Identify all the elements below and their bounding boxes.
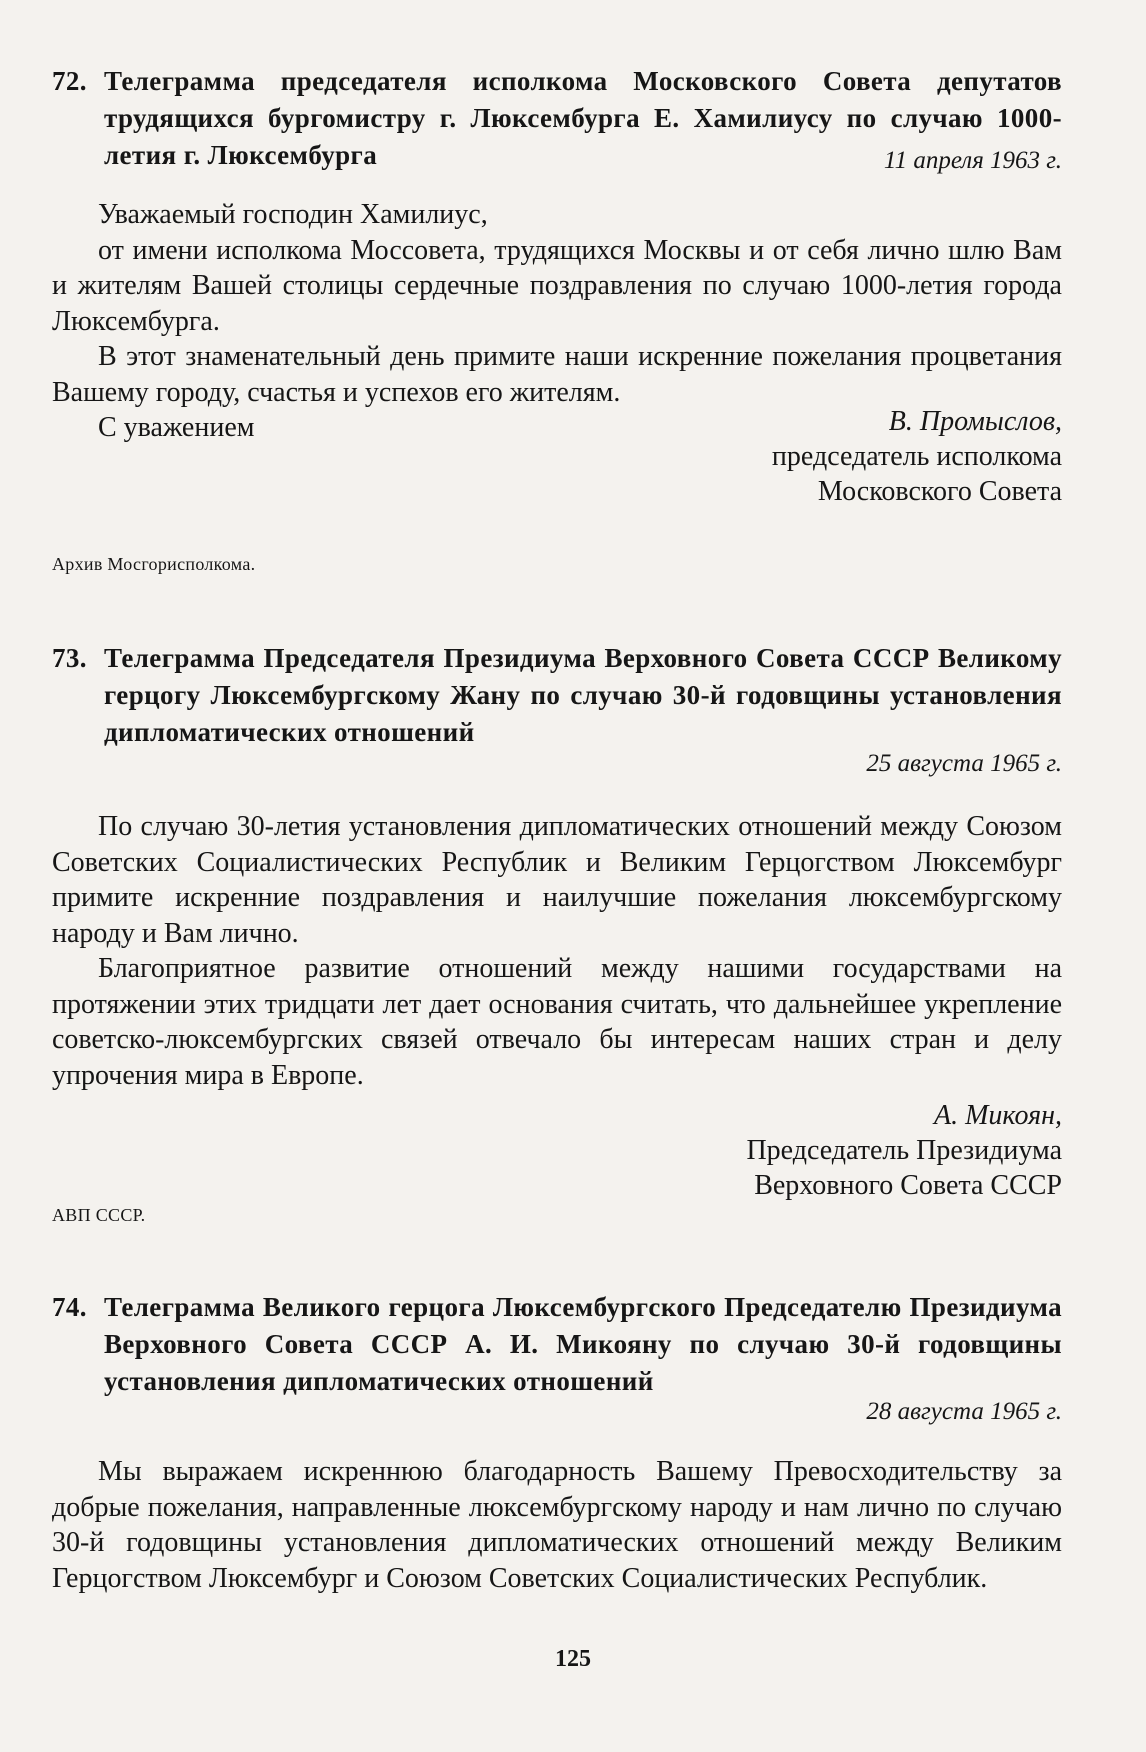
doc73-archive: АВП СССР. (52, 1205, 146, 1225)
doc73-signature-title-1: Председатель Президиума (746, 1135, 1062, 1166)
doc73-title: Телеграмма Председателя Президиума Верховного Совета СССР Великому герцогу Люксембургскому Жану по случаю 30-й годовщины установления дипломатических отношений (104, 643, 1062, 747)
doc72-closing: С уважением (98, 412, 255, 443)
doc74-heading (52, 1289, 1062, 1400)
doc72-signature-title-1: председатель исполкома (771, 441, 1062, 472)
doc73-heading (52, 640, 1062, 751)
page-number: 125 (555, 1646, 591, 1672)
doc72-title: Телеграмма председателя исполкома Московского Совета депутатов трудящихся бургомистру г. Люксембурга Е. Хамилиусу по случаю 1000-летия г. Люксембурга (104, 66, 1062, 170)
doc73-signature-name: А. Микоян, (934, 1100, 1062, 1131)
doc72-signature-name: В. Промыслов, (888, 406, 1062, 437)
doc72-archive: Архив Мосгорисполкома. (52, 554, 256, 574)
doc74-title: Телеграмма Великого герцога Люксембургского Председателю Президиума Верховного Совета СССР А. И. Микояну по случаю 30-й годовщины установления дипломатических отношений (104, 1292, 1062, 1396)
doc73-number: 73. (52, 643, 87, 673)
doc72-signature-title-2: Московского Совета (817, 476, 1062, 507)
doc73-body (52, 809, 1062, 1093)
doc73-signature (746, 1098, 1062, 1203)
doc73-paragraph-2: Благоприятное развитие отношений между нашими государствами на протяжении этих тридцати лет дает основания считать, что дальнейшее укрепление советско-люксембургских связей отвечало бы интересам наших стран и делу упрочения мира в Европе. (52, 953, 1062, 1091)
doc73-signature-title-2: Верховного Совета СССР (754, 1170, 1062, 1201)
doc73-date: 25 августа 1965 г. (866, 750, 1062, 777)
doc74-number: 74. (52, 1292, 87, 1322)
doc72-date: 11 апреля 1963 г. (883, 147, 1062, 174)
doc72-signature (772, 404, 1062, 509)
doc72-paragraph-1: от имени исполкома Моссовета, трудящихся Москвы и от себя лично шлю Вам и жителям Вашей столицы сердечные поздравления по случаю 1000-летия города Люксембурга. (52, 234, 1062, 337)
doc72-paragraph-2: В этот знаменательный день примите наши искренние пожелания процветания Вашему городу, счастья и успехов его жителям. (52, 341, 1062, 408)
doc72-number: 72. (52, 66, 87, 96)
doc74-date: 28 августа 1965 г. (866, 1398, 1062, 1425)
doc73-paragraph-1: По случаю 30-летия установления дипломатических отношений между Союзом Советских Социалистических Республик и Великим Герцогством Люксембург примите искренние поздравления и наилучшие пожелания люксембургскому народу и Вам лично. (52, 811, 1062, 949)
doc72-salutation: Уважаемый господин Хамилиус, (98, 199, 488, 230)
doc74-body (52, 1454, 1062, 1596)
doc74-paragraph-1: Мы выражаем искреннюю благодарность Вашему Превосходительству за добрые пожелания, направленные люксембургскому народу и нам лично по случаю 30-й годовщины установления дипломатических отношений между Великим Герцогством Люксембург и Союзом Советских Социалистических Республик. (52, 1456, 1062, 1594)
